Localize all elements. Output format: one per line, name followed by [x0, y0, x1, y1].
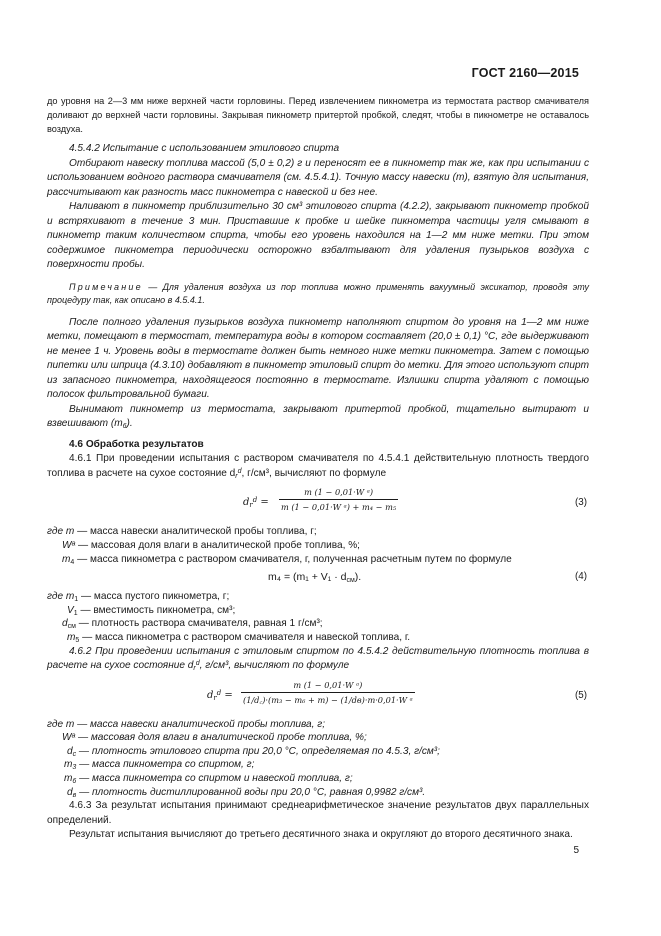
formula-3-numerator: m (1 − 0,01·W ᵃ): [304, 487, 374, 498]
p4-end: ).: [126, 418, 133, 430]
formula-5-lhs: $d_r^d$ =: [207, 688, 233, 702]
section-4542-paragraph-3: После полного удаления пузырьков воздуха пикнометр наполняют спиртом до уровня на 1—2 мм ниже метки, помещают в термостат, температура воды в котором составляет (20,0 ± 0,1) °C, где выдерживают не менее 1 ч. Уровень воды в термостате должен быть немного ниже метки пикнометра. Затем с помощью пипетки или шприца (4.3.10) добавляют в пикнометр этиловый спирт до метки. Для этого используют спирт из запасного пикнометра, находящегося постоянно в термостате. Излишки спирта удаляют с помощью полосок фильтровальной бумаги.: [47, 316, 589, 401]
formula-3-fraction: [279, 485, 398, 514]
where-item: $m_5$ — масса пикнометра с раствором смачивателя и навеской топлива, г.: [67, 631, 411, 644]
page-body: [47, 95, 589, 843]
p4-text: Вынимают пикнометр из термостата, закрывают притертой пробкой, тщательно вытирают и взвешивают (m: [47, 403, 589, 430]
where-item: $m_4$ — масса пикнометра с раствором смачивателя, г, полученная расчетным путем по формуле: [62, 553, 512, 566]
formula-4: [47, 566, 589, 590]
where-list-3: [47, 718, 589, 800]
formula-5-denominator: (1/d꜀)·(m₃ − m₆ + m) − (1/dв)·m·0,01·W ᵃ: [241, 692, 415, 707]
note: [47, 281, 589, 308]
document-code: ГОСТ 2160—2015: [471, 66, 579, 80]
where-item: $m_6$ — масса пикнометра со спиртом и навеской топлива, г;: [64, 772, 353, 785]
intro-paragraph: до уровня на 2—3 мм ниже верхней части горловины. Перед извлечением пикнометра из термостата раствор смачивателя доливают до верхней части горловины. Закрывая пикнометр притертой пробкой, следят, чтобы в пикнометре не оставалось воздуха.: [47, 96, 589, 134]
where-list-2: [47, 590, 589, 644]
where-item: $m_3$ — масса пикнометра со спиртом, г;: [64, 759, 255, 772]
section-462-paragraph: 4.6.2 При проведении испытания с этиловым спиртом по 4.5.4.2 действительную плотность топлива в расчете на сухое состояние $d_r^d$, г/см³, вычисляют по формуле: [47, 645, 589, 673]
formula-3-lhs: $d_r^d$ =: [243, 496, 269, 510]
section-4542-paragraph-4: [47, 403, 589, 432]
formula-5-fraction: [241, 678, 415, 707]
section-463-paragraph-2: Результат испытания вычисляют до третьего десятичного знака и округляют до второго десятичного знака.: [69, 829, 573, 841]
note-label: Примечание: [69, 281, 143, 292]
formula-3-number: (3): [575, 497, 587, 509]
note-text: — Для удаления воздуха из пор топлива можно применять вакуумный эксикатор, проводя эту процедуру так, как описано в 4.5.4.1.: [47, 281, 589, 306]
formula-4-number: (4): [575, 571, 587, 583]
where-item: где m — масса навески аналитической пробы топлива, г;: [47, 718, 326, 730]
formula-3-denominator: m (1 − 0,01·W ᵃ) + m₄ − m₅: [279, 499, 398, 514]
section-4542-paragraph-1: Отбирают навеску топлива массой (5,0 ± 0,2) г и переносят ее в пикнометр так же, как при испытании с использованием водного раствора смачивателя (см. 4.5.4.1). Точную массу навески (m), взятую для испытания, рассчитывают как разность масс пикнометра с навеской и без нее.: [47, 157, 589, 198]
formula-3: [47, 483, 589, 523]
where-list-1: [47, 525, 589, 566]
where-item: $d_в$ — плотность дистиллированной воды при 20,0 °C, равная 0,9982 г/см³.: [67, 786, 426, 799]
where-item: $V_1$ — вместимость пикнометра, см³;: [67, 604, 236, 617]
s461-text-b: , г/см³, вычисляют по формуле: [241, 467, 387, 479]
where-item: Wᵃ — массовая доля влаги в аналитической пробе топлива, %;: [62, 732, 367, 744]
where-item: $d_с$ — плотность этилового спирта при 20,0 °C, определяемая по 4.5.3, г/см³;: [67, 745, 440, 758]
formula-5-numerator: m (1 − 0,01·W ᵃ): [293, 679, 363, 690]
formula-4-expression: $m_4 = (m_1 + V_1 \cdot d_{см})$.: [268, 571, 362, 585]
where-item: где m — масса навески аналитической пробы топлива, г;: [47, 526, 317, 538]
section-461-paragraph: 4.6.1 При проведении испытания с раствором смачивателя по 4.5.4.1 действительную плотность твердого топлива в расчете на сухое состояние $d_r^d$, г/см³, вычисляют по формуле: [47, 453, 589, 480]
section-4542-heading: 4.5.4.2 Испытание с использованием этилового спирта: [69, 143, 340, 155]
page-number: 5: [573, 845, 579, 856]
section-4542-paragraph-2: Наливают в пикнометр приблизительно 30 см³ этилового спирта (4.2.2), закрывают пикнометр пробкой и встряхивают в течение 3 мин. Приставшие к пробке и шейке пикнометра частицы угля смывают в пикнометр таким количеством спирта, чтобы его уровень находился на 1—2 мм ниже метки. При этом содержимое пикнометра периодически осторожно взбалтывают для удаления пузырьков воздуха с поверхности пробы.: [47, 201, 589, 271]
where-item: Wᵃ — массовая доля влаги в аналитической пробе топлива, %;: [62, 539, 360, 551]
s462-text-b: , г/см³, вычисляют по формуле: [199, 660, 350, 672]
section-463-paragraph: 4.6.3 За результат испытания принимают среднеарифметическое значение результатов двух параллельных определений.: [47, 800, 589, 826]
section-46-heading: 4.6 Обработка результатов: [69, 438, 204, 450]
s462-text-a: 4.6.2 При проведении испытания с этиловым спиртом по 4.5.4.2 действительную плотность топлива в расчете на сухое состояние d: [47, 645, 589, 672]
s461-text-a: 4.6.1 При проведении испытания с раствором смачивателя по 4.5.4.1 действительную плотность твердого топлива в расчете на сухое состояние d: [47, 453, 589, 479]
where-item: где $m_1$ — масса пустого пикнометра, г;: [47, 591, 230, 604]
where-item: $d_{см}$ — плотность раствора смачивателя, равная 1 г/см³;: [62, 618, 323, 631]
formula-5: [47, 676, 589, 716]
p4-sub: 6: [122, 423, 127, 431]
formula-5-number: (5): [575, 689, 587, 701]
